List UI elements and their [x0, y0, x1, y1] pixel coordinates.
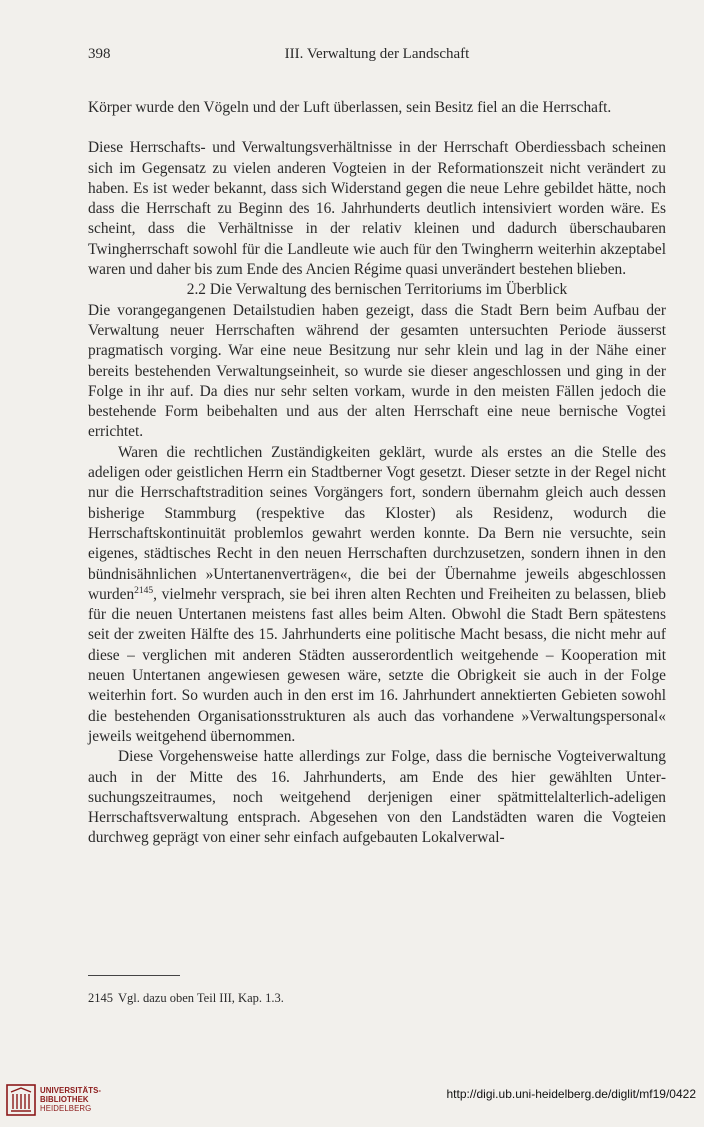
library-name: UNIVERSITÄTS- BIBLIOTHEK HEIDELBERG — [40, 1086, 102, 1113]
paragraph-4 — [88, 443, 666, 747]
section-heading: 2.2 Die Verwaltung des bernischen Territoriums im Überblick — [186, 281, 568, 299]
footnote — [88, 990, 666, 1006]
paragraph-1: Körper wurde den Vögeln und der Luft überlassen, sein Besitz fiel an die Herrschaft. — [88, 99, 612, 116]
paragraph-5: Diese Vorgehensweise hatte allerdings zur Folge, dass die bernische Vogteiverwaltung auch in der Mitte des 16. Jahrhunderts, am Ende des hier gewählten Untersuchungszeitraumes, noch weitgehend derjenigen einer spätmittelalterlich-adeligen Herrschaftsverwaltung entsprach. Abgesehen von den Landstädten waren die Vogteien durchweg geprägt von einer sehr einfach aufgebauten Lokalverwal- — [88, 748, 666, 847]
footnote-reference[interactable]: 2145 — [134, 585, 154, 596]
paragraph-4-text-b: , vielmehr versprach, sie bei ihren alten Rechten und Freiheiten zu belassen, blieb für die neuen Untertanen meistens fast alles beim Alten. Obwohl die Stadt Bern spätestens seit der zweiten Hälfte des 15. Jahrhunderts eine politische Macht besass, die nicht mehr auf diese – verglichen mit anderen Städten ausserordentlich weitgehende – Kooperation mit neuen Untertanen angewiesen gewesen wäre, setzte die Obrigkeit sie auch in der Folge weiterhin fort. So wurden auch in den erst im 16. Jahrhundert annektierten Gebieten sowohl die bestehenden Organisationsstrukturen als auch das vorhandene »Verwaltungspersonal« jeweils weitgehend übernommen. — [88, 585, 666, 745]
paragraph-3: Die vorangegangenen Detailstudien haben gezeigt, dass die Stadt Bern beim Aufbau der Verwaltung neuer Herrschaften während der gesamten untersuchten Periode äusserst pragmatisch vorging. War eine neue Besitzung nur sehr klein und lag in der Nähe einer bereits bestehenden Verwaltungseinheit, so wurde sie dieser angeschlossen und ging in der Folge in ihr auf. Da dies nur sehr selten vorkam, wurde in den meisten Fällen jedoch die bestehende Form beibehalten und aus der alten Herrschaft eine neue bernische Vogtei errichtet. — [88, 301, 666, 441]
source-url[interactable]: http://digi.ub.uni-heidelberg.de/diglit/mf19/0422 — [446, 1087, 696, 1101]
footnote-divider — [88, 975, 180, 976]
library-seal-icon — [6, 1084, 36, 1116]
library-logo[interactable] — [6, 1082, 126, 1122]
footnote-text: Vgl. dazu oben Teil III, Kap. 1.3. — [118, 991, 284, 1005]
paragraph-2: Diese Herrschafts- und Verwaltungsverhältnisse in der Herrschaft Oberdiessbach scheinen sich im Gegensatz zu vielen anderen Vogteien in der Reformationszeit nicht verändert zu haben. Es ist weder bekannt, dass sich Widerstand gegen die neue Lehre gebildet hätte, noch dass die Herrschaft zu Beginn des 16. Jahrhunderts deutlich intensiviert worden wäre. Es scheint, dass die Verhältnisse in der relativ kleinen und dadurch überschaubaren Twingherrschaft sowohl für die Landleute wie auch für den Twingherrn weiterhin akzeptabel waren und daher bis zum Ende des Ancien Régime quasi unverändert bestehen blieben. — [88, 139, 666, 279]
paragraph-4-text-a: Waren die rechtlichen Zuständigkeiten geklärt, wurde als erstes an die Stelle des adeligen oder geistlichen Herrn ein Stadtberner Vogt gesetzt. Dieser setzte in der Regel nicht nur die Herrschaftstradition seines Vorgängers fort, sondern übernahm gleich auch dessen bisherige Stammburg (respektive das Kloster) als Residenz, wodurch die Herrschaftskontinuität problemlos gewahrt werden konnte. Da Bern nie versuchte, sein eigenes, städtisches Recht in den neuen Herrschaften durchzusetzen, sondern ihnen in den bündnisähnlichen »Untertanenverträgen«, die bei der Übernahme jeweils abgeschlossen wurden — [88, 443, 666, 603]
page-number: 398 — [88, 46, 111, 62]
chapter-title: III. Verwaltung der Landschaft — [284, 46, 470, 62]
running-head — [88, 46, 666, 68]
footnote-number: 2145 — [88, 991, 113, 1005]
body-text — [88, 98, 666, 849]
